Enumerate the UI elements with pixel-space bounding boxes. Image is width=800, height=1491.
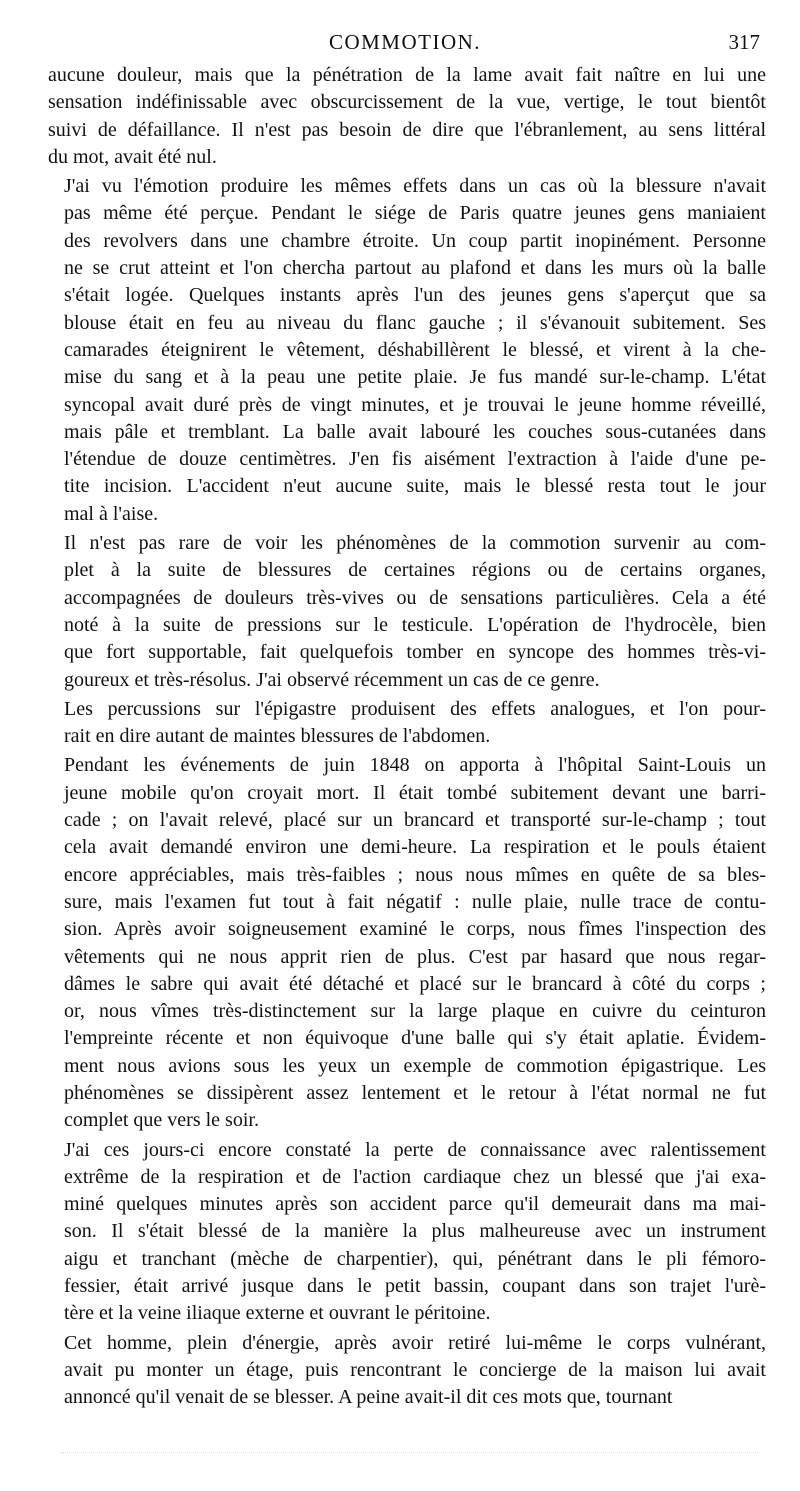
text-line: du mot, avait été nul.: [48, 145, 217, 168]
paragraph: [48, 1330, 766, 1412]
text-line: Il n'est pas rare de voir les phénomènes de la commotion survenir au com-: [64, 532, 766, 555]
text-line: rait en dire autant de maintes blessures de l'abdomen.: [64, 725, 491, 748]
text-line: cade ; on l'avait relevé, placé sur un brancard et transporté sur-le-champ ; tout: [64, 809, 766, 832]
text-line: syncopal avait duré près de vingt minutes, et je trouvai le jeune homme réveillé,: [64, 393, 766, 416]
text-line: annoncé qu'il venait de se blesser. A peine avait-il dit ces mots que, tournant: [64, 1386, 673, 1409]
text-line: camarades éteignirent le vêtement, déshabillèrent le blessé, et virent à la che-: [64, 338, 766, 361]
body-text: [48, 62, 766, 1414]
text-line: son. Il s'était blessé de la manière la plus malheureuse avec un instrument: [64, 1220, 766, 1243]
text-line: goureux et très-résolus. J'ai observé récemment un cas de ce genre.: [64, 668, 600, 691]
text-line: fessier, était arrivé jusque dans le petit bassin, coupant dans son trajet l'urè-: [64, 1275, 766, 1298]
text-line: aigu et tranchant (mèche de charpentier), qui, pénétrant dans le pli fémoro-: [64, 1247, 766, 1270]
text-line: sion. Après avoir soigneusement examiné le corps, nous fîmes l'inspection des: [64, 918, 766, 941]
paragraph: [48, 62, 766, 171]
text-line: miné quelques minutes après son accident parce qu'il demeurait dans ma mai-: [64, 1193, 766, 1216]
page-bottom-marks: [60, 1452, 760, 1459]
text-line: mal à l'aise.: [64, 502, 159, 525]
text-line: accompagnées de douleurs très-vives ou de sensations particulières. Cela a été: [64, 586, 766, 609]
text-line: Cet homme, plein d'énergie, après avoir retiré lui-même le corps vulnérant,: [64, 1331, 766, 1354]
text-line: ne se crut atteint et l'on chercha partout au plafond et dans les murs où la balle: [64, 257, 766, 280]
page-number: 317: [728, 30, 760, 54]
text-line: plet à la suite de blessures de certaines régions ou de certains organes,: [64, 559, 766, 582]
text-line: mais pâle et tremblant. La balle avait labouré les couches sous-cutanées dans: [64, 420, 766, 443]
text-line: avait pu monter un étage, puis rencontrant le concierge de la maison lui avait: [64, 1358, 766, 1381]
text-line: phénomènes se dissipèrent assez lentement et le retour à l'état normal ne fut: [64, 1081, 766, 1104]
text-line: que fort supportable, fait quelquefois tomber en syncope des hommes très-vi-: [64, 641, 766, 664]
paragraph: [48, 696, 766, 751]
running-title: COMMOTION.: [328, 30, 482, 54]
paragraph: [48, 1137, 766, 1328]
text-line: tite incision. L'accident n'eut aucune suite, mais le blessé resta tout le jour: [64, 475, 766, 498]
text-line: l'étendue de douze centimètres. J'en fis aisément l'extraction à l'aide d'une pe-: [64, 448, 766, 471]
text-line: tère et la veine iliaque externe et ouvrant le péritoine.: [64, 1302, 491, 1325]
text-line: s'était logée. Quelques instants après l'un des jeunes gens s'aperçut que sa: [64, 284, 766, 307]
text-line: sensation indéfinissable avec obscurcissement de la vue, vertige, le tout bientôt: [48, 91, 766, 114]
text-line: mise du sang et à la peau une petite plaie. Je fus mandé sur-le-champ. L'état: [64, 366, 766, 389]
text-line: pas même été perçue. Pendant le siége de Paris quatre jeunes gens maniaient: [64, 202, 766, 225]
text-line: ment nous avions sous les yeux un exemple de commotion épigastrique. Les: [64, 1054, 766, 1077]
text-line: or, nous vîmes très-distinctement sur la large plaque en cuivre du ceinturon: [64, 1000, 766, 1023]
text-line: aucune douleur, mais que la pénétration de la lame avait fait naître en lui une: [48, 64, 766, 86]
text-line: Les percussions sur l'épigastre produisent des effets analogues, et l'on pour-: [64, 697, 766, 720]
text-line: vêtements qui ne nous apprit rien de plus. C'est par hasard que nous regar-: [64, 945, 766, 968]
text-line: sure, mais l'examen fut tout à fait négatif : nulle plaie, nulle trace de contu-: [64, 890, 766, 913]
paragraph: [48, 530, 766, 694]
text-line: J'ai vu l'émotion produire les mêmes effets dans un cas où la blessure n'avait: [64, 175, 766, 198]
paragraph: [48, 752, 766, 1134]
text-line: l'empreinte récente et non équivoque d'une balle qui s'y était aplatie. Évidem-: [64, 1027, 766, 1050]
text-line: complet que vers le soir.: [64, 1109, 259, 1132]
text-line: Pendant les événements de juin 1848 on apporta à l'hôpital Saint-Louis un: [64, 754, 766, 777]
text-line: cela avait demandé environ une demi-heure. La respiration et le pouls étaient: [64, 836, 766, 859]
text-line: J'ai ces jours-ci encore constaté la perte de connaissance avec ralentissement: [64, 1138, 766, 1161]
text-line: blouse était en feu au niveau du flanc gauche ; il s'évanouit subitement. Ses: [64, 311, 766, 334]
text-line: noté à la suite de pressions sur le testicule. L'opération de l'hydrocèle, bien: [64, 613, 766, 636]
text-line: encore appréciables, mais très-faibles ; nous nous mîmes en quête de sa bles-: [64, 863, 766, 886]
paragraph: [48, 173, 766, 528]
text-line: dâmes le sabre qui avait été détaché et placé sur le brancard à côté du corps ;: [64, 972, 766, 995]
running-head: [50, 30, 760, 60]
text-line: extrême de la respiration et de l'action cardiaque chez un blessé que j'ai exa-: [64, 1165, 766, 1188]
text-line: jeune mobile qu'on croyait mort. Il était tombé subitement devant une barri-: [64, 781, 766, 804]
text-line: suivi de défaillance. Il n'est pas besoin de dire que l'ébranlement, au sens littéral: [48, 118, 766, 141]
text-line: des revolvers dans une chambre étroite. Un coup partit inopinément. Personne: [64, 229, 766, 252]
